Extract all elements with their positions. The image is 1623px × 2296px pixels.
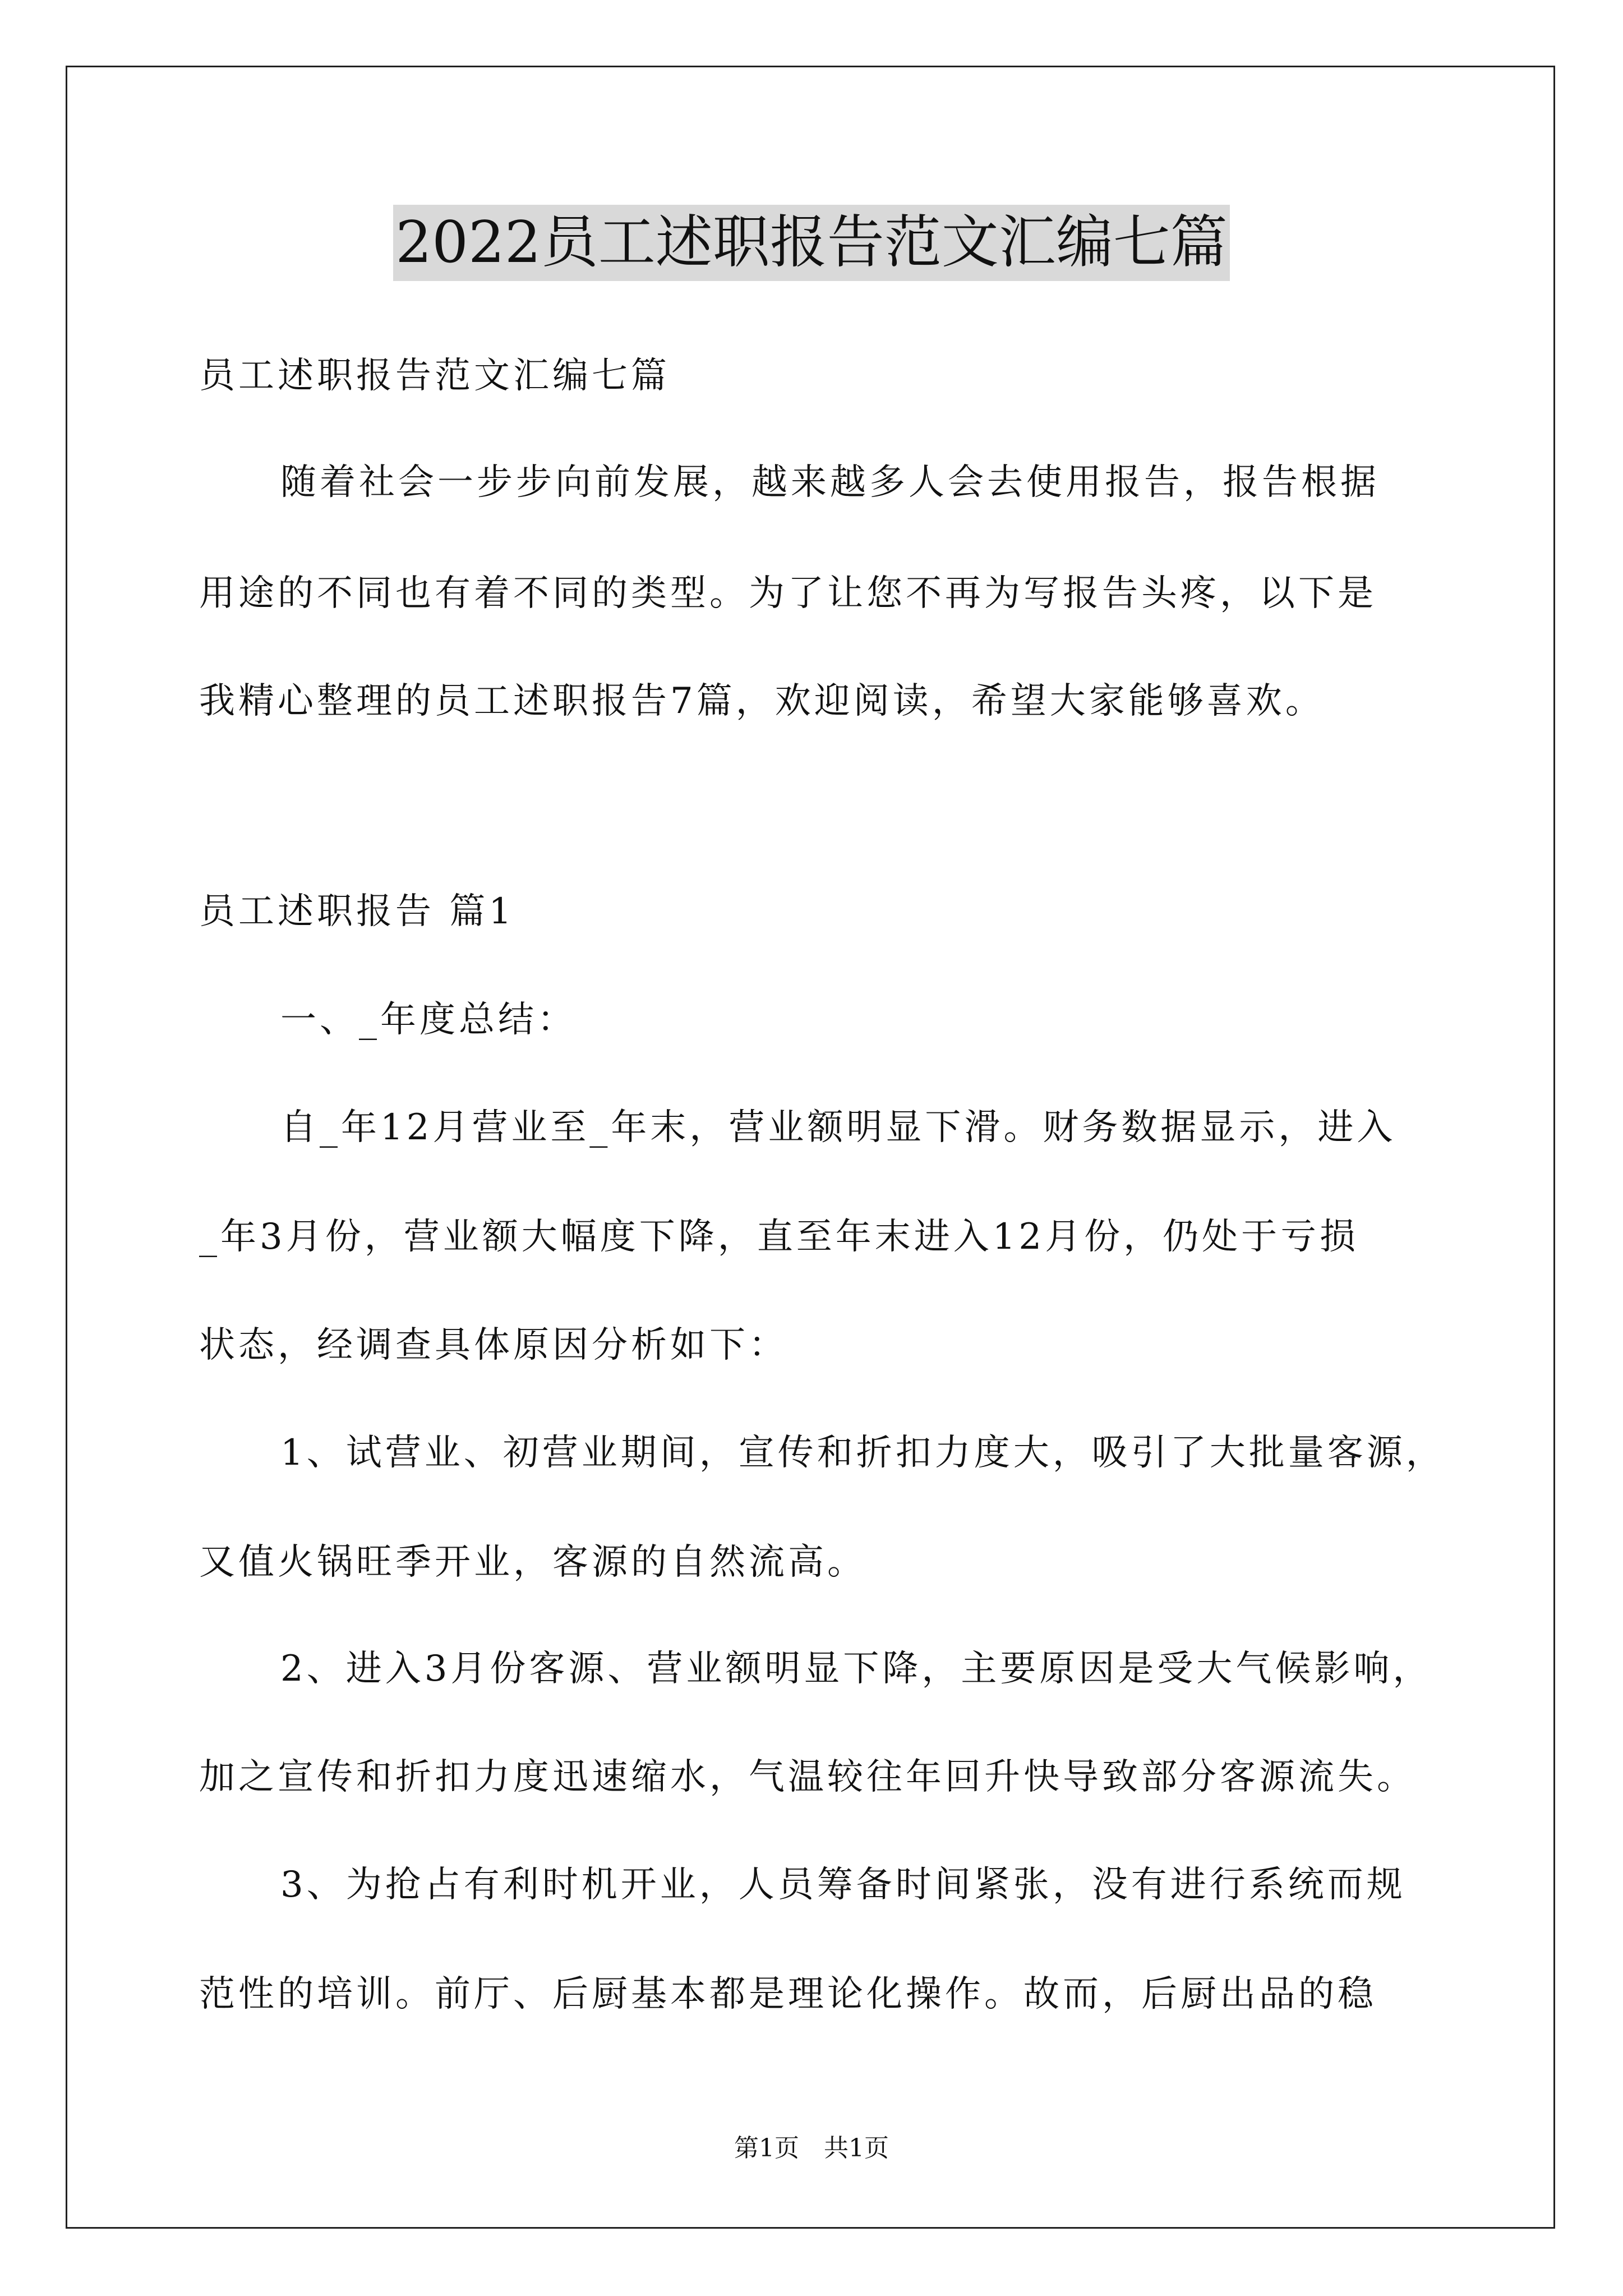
page-footer: 第1页 共1页 <box>734 2134 889 2162</box>
paragraph-3-line-1: 2、进入3月份客源、营业额明显下降，主要原因是受大气候影响， <box>280 1648 1432 1690</box>
subtitle: 员工述职报告范文汇编七篇 <box>199 355 670 397</box>
item-heading: 一、_年度总结： <box>280 999 577 1041</box>
paragraph-4-line-1: 3、为抢占有利时机开业，人员筹备时间紧张，没有进行系统而规 <box>280 1864 1406 1906</box>
paragraph-2-line-1: 1、试营业、初营业期间，宣传和折扣力度大，吸引了大批量客源， <box>280 1432 1445 1474</box>
intro-line-3: 我精心整理的员工述职报告7篇，欢迎阅读，希望大家能够喜欢。 <box>199 680 1325 722</box>
paragraph-1-line-3: 状态，经调查具体原因分析如下： <box>199 1324 788 1366</box>
section-heading: 员工述职报告 篇1 <box>199 891 515 932</box>
document-title: 2022员工述职报告范文汇编七篇 <box>393 205 1230 281</box>
title-container <box>0 205 1623 281</box>
intro-line-2: 用途的不同也有着不同的类型。为了让您不再为写报告头疼，以下是 <box>199 573 1377 614</box>
intro-line-1: 随着社会一步步向前发展，越来越多人会去使用报告，报告根据 <box>280 462 1380 503</box>
paragraph-4-line-2: 范性的培训。前厅、后厨基本都是理论化操作。故而，后厨出品的稳 <box>199 1973 1377 2015</box>
paragraph-3-line-2: 加之宣传和折扣力度迅速缩水，气温较往年回升快导致部分客源流失。 <box>199 1756 1416 1798</box>
paragraph-2-line-2: 又值火锅旺季开业，客源的自然流高。 <box>199 1542 866 1583</box>
paragraph-1-line-1: 自_年12月营业至_年末，营业额明显下滑。财务数据显示，进入 <box>280 1107 1396 1148</box>
paragraph-1-line-2: _年3月份，营业额大幅度下降，直至年末进入12月份，仍处于亏损 <box>199 1216 1359 1258</box>
